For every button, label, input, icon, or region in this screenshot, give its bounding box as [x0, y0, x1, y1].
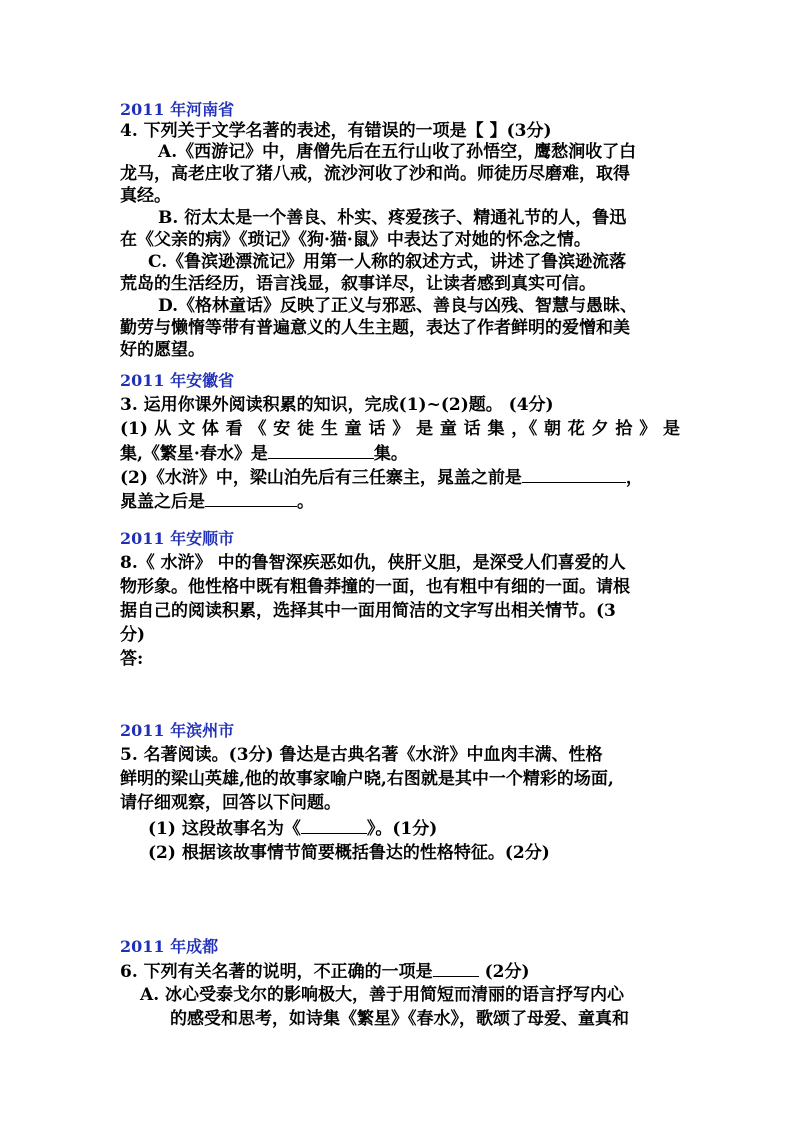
- sub-question-1-text: (1) 这段故事名为《: [148, 819, 301, 839]
- sub-question-1-end: 》。(1分): [366, 819, 438, 839]
- question-stem: 3. 运用你课外阅读积累的知识，完成(1)~(2)题。 (4分): [120, 395, 554, 415]
- question-line-2: 鲜明的梁山英雄,他的故事家喻户晓,右图就是其中一个精彩的场面,: [120, 769, 614, 789]
- sub-question-2-end: 。: [297, 492, 314, 512]
- option-a-line-2: 的感受和思考，如诗集《繁星》《春水》，歌颂了母爱、童真和: [170, 1009, 629, 1029]
- option-d-line-1: D.《格林童话》反映了正义与邪恶、善良与凶残、智慧与愚昧、: [158, 296, 638, 316]
- answer-label: 答:: [120, 649, 144, 669]
- question-stem: 4. 下列关于文学名著的表述，有错误的一项是【 】(3分): [120, 121, 552, 141]
- question-line-4: 分): [120, 625, 146, 645]
- sub-question-1: [148, 817, 437, 840]
- sub-question-2-comma: ，: [625, 468, 643, 488]
- sub-question-1-text: 集,《繁星·春水》是: [120, 444, 268, 464]
- section-heading: 2011 年安顺市: [120, 529, 235, 548]
- option-a-line-2: 龙马，高老庄收了猪八戒，流沙河收了沙和尚。师徒历尽磨难，取得: [120, 164, 630, 184]
- sub-question-1-line-1: (1) 从 文 体 看 《 安 徒 生 童 话 》 是 童 话 集 ，《 朝 花 夕 拾 》 是: [120, 419, 680, 439]
- answer-blank[interactable]: [433, 960, 479, 977]
- question-line-3: 请仔细观察，回答以下问题。: [120, 793, 341, 813]
- sub-question-1-end: 集。: [373, 444, 408, 464]
- option-a-line-3: 真经。: [120, 186, 171, 206]
- question-stem: [120, 960, 530, 983]
- section-heading: 2011 年河南省: [120, 100, 235, 119]
- option-d-line-3: 好的愿望。: [120, 340, 205, 360]
- section-heading: 2011 年滨州市: [120, 721, 235, 740]
- question-line-1: 8.《 水浒》 中的鲁智深疾恶如仇，侠肝义胆，是深受人们喜爱的人: [120, 553, 626, 573]
- option-c-line-2: 荒岛的生活经历，语言浅显，叙事详尽，让读者感到真实可信。: [120, 274, 596, 294]
- option-b-line-1: B. 衍太太是一个善良、朴实、疼爱孩子、精通礼节的人，鲁迅: [158, 208, 627, 228]
- question-line-1: 5. 名著阅读。(3分) 鲁达是古典名著《水浒》中血肉丰满、性格: [120, 745, 603, 765]
- sub-question-2-text-2: 晁盖之后是: [120, 492, 205, 512]
- sub-question-2-line-2: [120, 490, 314, 513]
- option-c-line-1: C.《鲁滨逊漂流记》用第一人称的叙述方式，讲述了鲁滨逊流落: [148, 252, 627, 272]
- section-heading: 2011 年成都: [120, 937, 219, 956]
- sub-question-1-line-2: [120, 442, 408, 465]
- question-line-3: 据自己的阅读积累，选择其中一面用简洁的文字写出相关情节。(3: [120, 601, 616, 621]
- option-a-line-1: A. 冰心受泰戈尔的影响极大，善于用简短而清丽的语言抒写内心: [140, 985, 625, 1005]
- question-stem-text: 6. 下列有关名著的说明，不正确的一项是: [120, 962, 433, 982]
- answer-blank[interactable]: [301, 817, 367, 834]
- option-b-line-2: 在《父亲的病》《琐记》《狗·猫·鼠》中表达了对她的怀念之情。: [120, 230, 591, 250]
- option-a-line-1: A.《西游记》中，唐僧先后在五行山收了孙悟空，鹰愁涧收了白: [158, 142, 637, 162]
- question-score: (2分): [478, 962, 530, 982]
- sub-question-2: (2) 根据该故事情节简要概括鲁达的性格特征。(2分): [148, 843, 550, 863]
- sub-question-2-line-1: [120, 466, 643, 489]
- section-heading: 2011 年安徽省: [120, 371, 235, 390]
- question-line-2: 物形象。他性格中既有粗鲁莽撞的一面，也有粗中有细的一面。请根: [120, 577, 630, 597]
- answer-blank[interactable]: [205, 490, 297, 507]
- answer-blank[interactable]: [268, 442, 374, 459]
- option-d-line-2: 勤劳与懒惰等带有普遍意义的人生主题，表达了作者鲜明的爱憎和美: [120, 318, 630, 338]
- sub-question-2-text: (2)《水浒》中，梁山泊先后有三任寨主，晁盖之前是: [120, 468, 522, 488]
- answer-blank[interactable]: [522, 466, 626, 483]
